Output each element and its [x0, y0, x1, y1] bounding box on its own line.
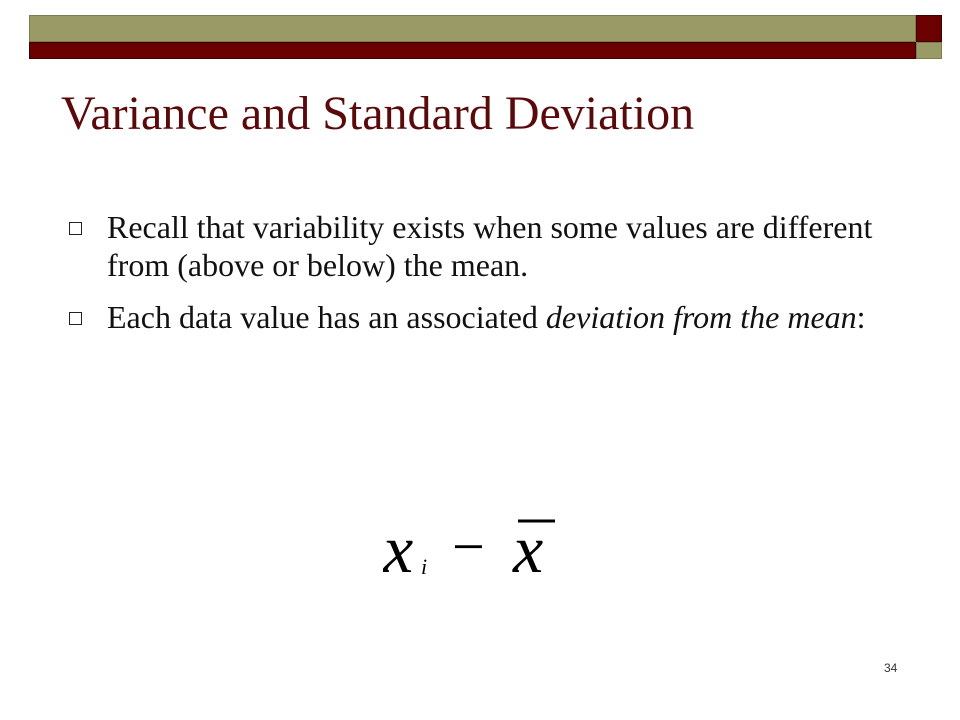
deviation-formula [383, 510, 583, 600]
bullet-text: Recall that variability exists when some values are different from (above or below) the mean. [107, 209, 873, 283]
formula-subscript: i [421, 554, 428, 579]
formula-variable: x [383, 511, 414, 587]
bullet-text-after: : [856, 299, 866, 335]
formula-operator: − [452, 514, 485, 579]
square-bullet-icon [69, 222, 82, 235]
bullet-item [69, 298, 899, 336]
bullet-text-italic: deviation from the mean [545, 299, 857, 335]
top-maroon-bar [29, 42, 916, 59]
bullet-text [107, 298, 899, 336]
corner-maroon-block [916, 15, 942, 42]
bullet-list [69, 208, 899, 350]
page-number: 34 [884, 661, 898, 675]
formula-mean-symbol: x [513, 511, 544, 587]
square-bullet-icon [69, 312, 82, 325]
top-olive-bar [29, 15, 916, 42]
bullet-item [69, 208, 899, 284]
bullet-text-before: Each data value has an associated [107, 299, 546, 335]
slide-title: Variance and Standard Deviation [61, 87, 695, 140]
corner-olive-block [916, 42, 942, 59]
